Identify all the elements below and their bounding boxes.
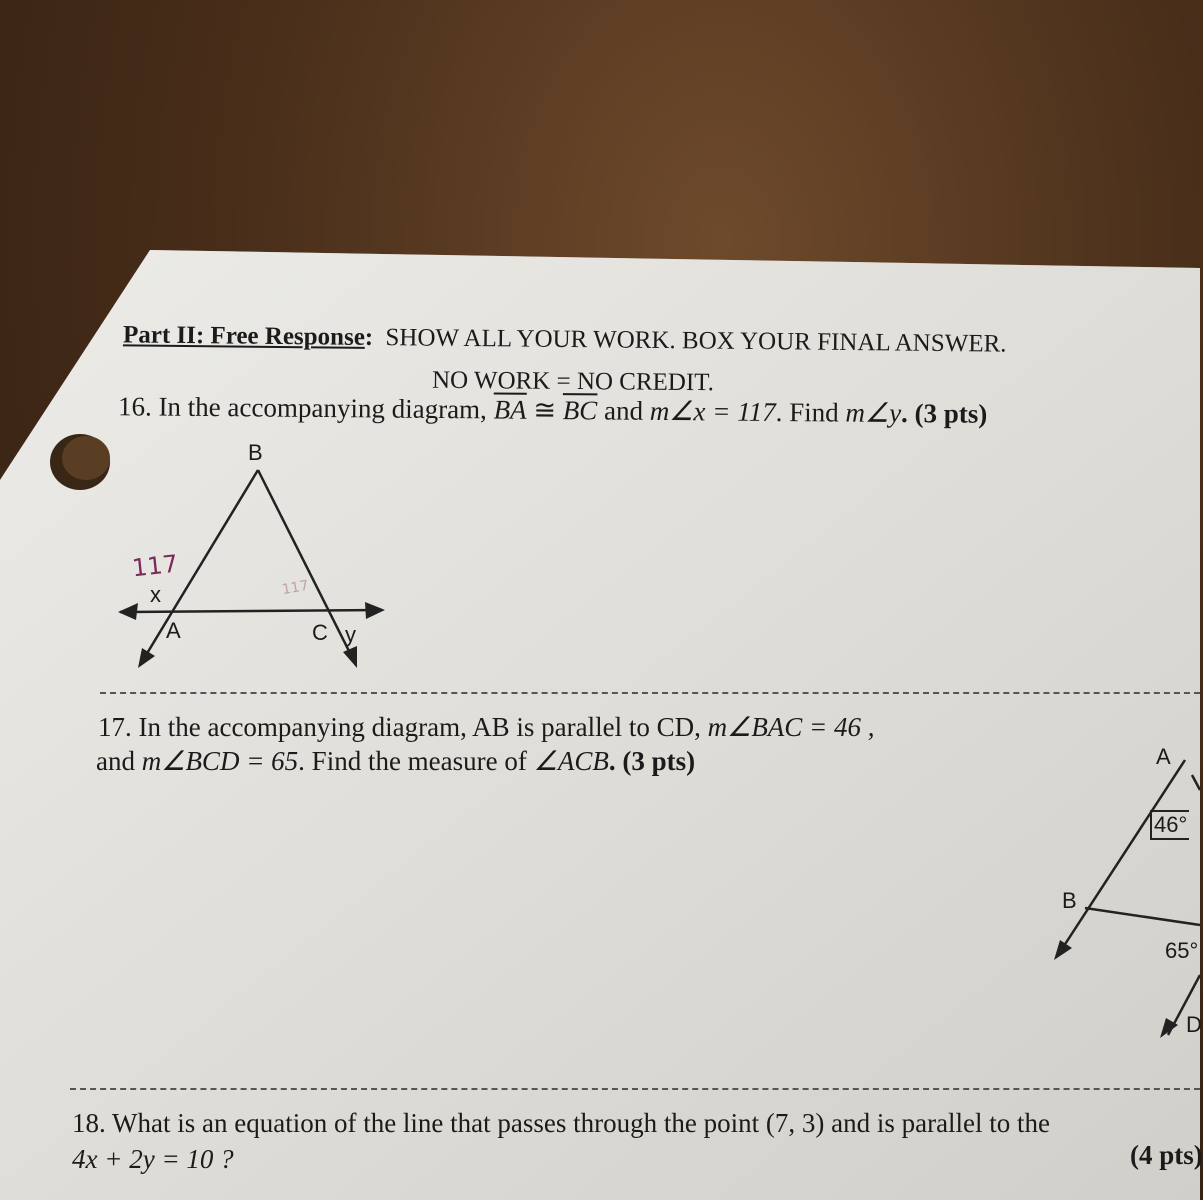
q16-number: 16. xyxy=(117,391,152,422)
q16-points: . (3 pts) xyxy=(901,398,988,429)
question-18-line-2 xyxy=(72,1144,234,1175)
q16-label-b: B xyxy=(248,440,263,465)
q17-and: and xyxy=(96,746,135,776)
q16-given: m∠x = 117 xyxy=(649,395,776,427)
q17-angle-acb: ∠ACB xyxy=(533,746,609,776)
q16-text-b: and xyxy=(603,395,644,426)
divider-1 xyxy=(100,692,1200,694)
q17-angle-46: 46° xyxy=(1150,810,1189,840)
q16-handwritten-117: 117 xyxy=(130,549,180,583)
q16-label-x: x xyxy=(150,582,161,607)
instructions-line-2: NO WORK = NO CREDIT. xyxy=(431,366,715,397)
q17-angle-65: 65° xyxy=(1165,938,1199,963)
q18-points: (4 pts) xyxy=(1130,1140,1203,1170)
q16-text-a: In the accompanying diagram, xyxy=(158,391,488,425)
q17-line1-math: m∠BAC = 46 , xyxy=(707,712,875,742)
q17-points: . (3 pts) xyxy=(608,746,696,776)
q17-line2-text: . Find the measure of xyxy=(298,746,527,776)
q17-number: 17. xyxy=(98,712,132,742)
q18-line1: What is an equation of the line that passes through the point (7, 3) and is parallel to the xyxy=(112,1108,1051,1138)
question-17-line-2 xyxy=(96,746,695,777)
q16-label-c: C xyxy=(312,620,328,645)
q17-label-a: A xyxy=(1156,744,1171,769)
q16-handwritten-117-faint: 117 xyxy=(280,577,310,599)
q17-line2-math: m∠BCD = 65 xyxy=(141,746,299,776)
q16-congruent: ≅ xyxy=(533,394,557,426)
q16-label-y: y xyxy=(345,622,356,647)
part-title: Part II: Free Response: SHOW ALL YOUR WORK. BOX YOUR FINAL ANSWER. xyxy=(122,321,1007,358)
divider-2 xyxy=(70,1088,1200,1090)
q17-label-b: B xyxy=(1062,888,1077,913)
q16-segment-bc: $\overline{BC}$ xyxy=(562,395,598,426)
q16-find: m∠y xyxy=(845,397,902,429)
instructions-line-1: SHOW ALL YOUR WORK. BOX YOUR FINAL ANSWER. xyxy=(385,324,1007,358)
question-18-line-1 xyxy=(72,1108,1200,1139)
question-17-line-1 xyxy=(98,712,875,743)
q18-number: 18. xyxy=(72,1108,106,1138)
q16-text-c: . Find xyxy=(775,396,839,428)
q16-label-a: A xyxy=(166,618,181,643)
q18-equation: 4x + 2y = 10 ? xyxy=(72,1144,234,1174)
q16-segment-ba: $\overline{BA}$ xyxy=(493,394,527,425)
q17-label-d: D xyxy=(1186,1012,1202,1037)
q17-line1-text: In the accompanying diagram, AB is parallel to CD, xyxy=(138,712,701,742)
